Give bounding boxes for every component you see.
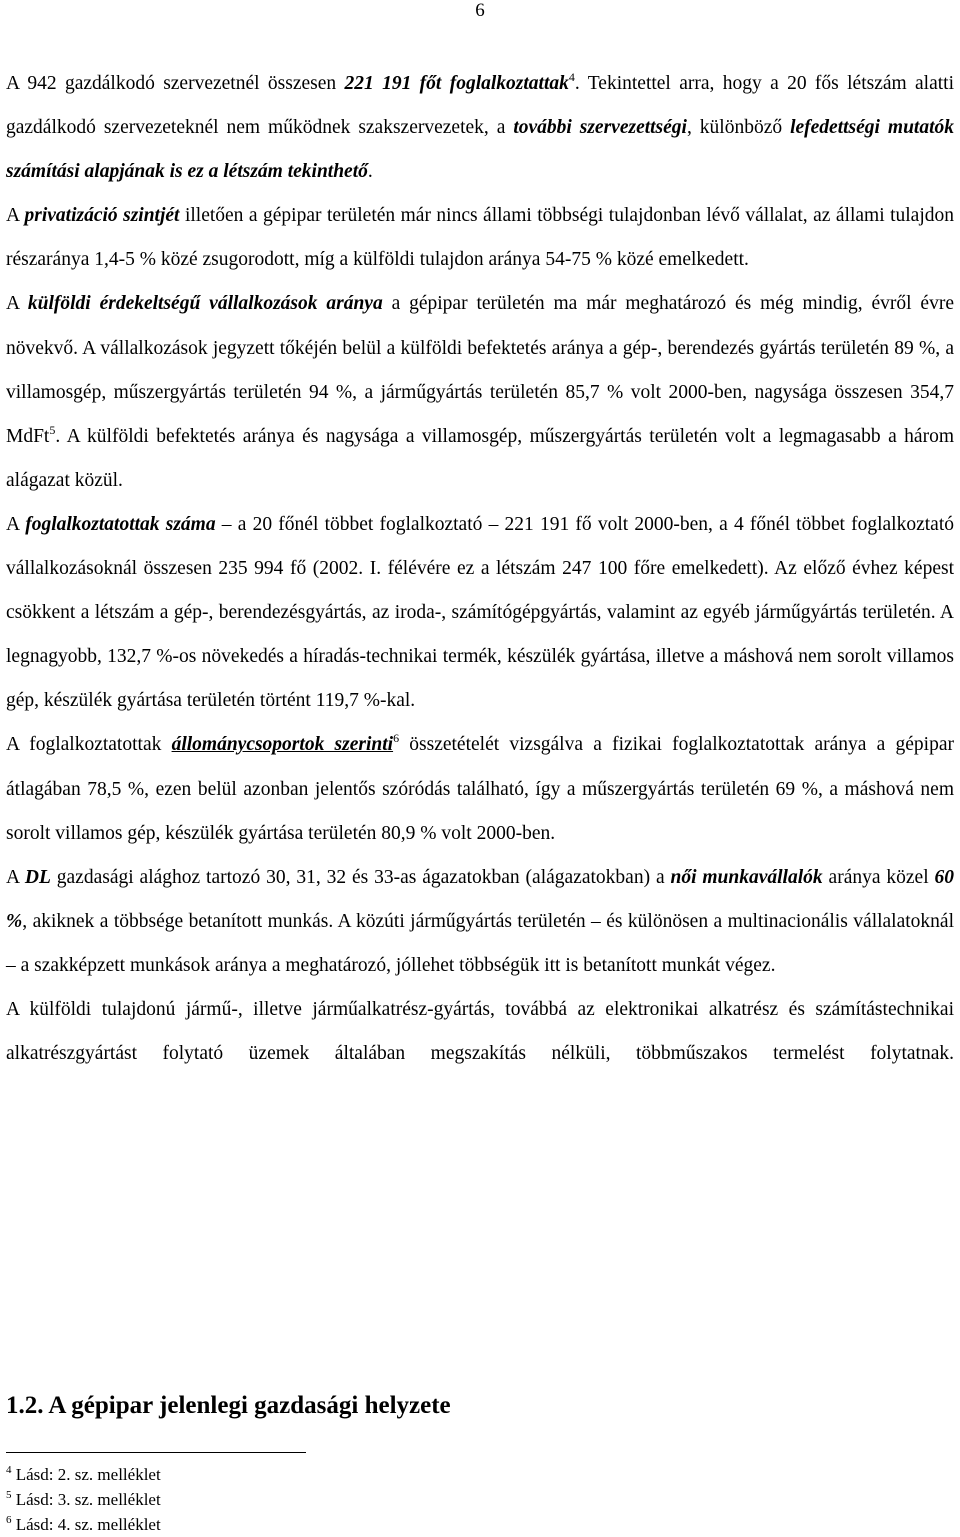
page-number: 6 [475, 0, 485, 21]
footnote-text: Lásd: 2. sz. melléklet [11, 1465, 161, 1484]
footnote [6, 1462, 161, 1487]
footnote [6, 1512, 161, 1537]
p6-text-g: , akiknek a többsége betanított munkás. A közúti járműgyártás területén – és különösen a multinacionális vállalatoknál – a szakképzett munkások aránya a meghatározó, jóllehet többségük itt is betanított munkát végez. [6, 910, 954, 976]
p4-text-a: A [6, 513, 26, 535]
footnote-text: Lásd: 3. sz. melléklet [11, 1490, 161, 1509]
body-text [6, 62, 954, 1076]
p3-emphasis-foreign-share: külföldi érdekeltségű vállalkozások aránya [27, 293, 383, 315]
p5-text-a: A foglalkoztatottak [6, 734, 172, 756]
p2-text-c: illetően a gépipar területén már nincs állami többségi tulajdonban lévő vállalat, az állami tulajdon részaránya 1,4-5 % közé zsugorodott, míg a külföldi tulajdon aránya 54-75 % közé emelkedett. [6, 205, 954, 271]
footnote-text: Lásd: 4. sz. melléklet [11, 1515, 161, 1534]
p6-emphasis-percent: 60 % [6, 866, 954, 932]
p1-text-c: . Tekintettel arra, hogy a 20 fős létszám alatti gazdálkodó szervezeteknél nem működnek szakszervezetek, a [6, 73, 955, 139]
p6-text-a: A [6, 866, 25, 888]
p1-emphasis-coverage: lefedettségi mutatók számítási alapjának is ez a létszám tekinthető [6, 117, 954, 183]
p3-text-a: A [6, 293, 28, 315]
paragraph-4 [6, 503, 954, 723]
p6-emphasis-female-workers: női munkavállalók [670, 866, 823, 888]
p1-text-e: , különböző [686, 117, 791, 139]
footnote-ref-5: 5 [49, 422, 56, 437]
p4-text-c: – a 20 főnél többet foglalkoztató – 221 191 fő volt 2000-ben, a 4 főnél többet foglalkoztató vállalkozásoknál összesen 235 994 fő (2002. I. félévére ez a létszám 247 100 főre emelkedett). Az előző évhez képest csökkent a létszám a gép-, berendezésgyártás, az iroda-, számítógépgyártás, valamint az egyéb járműgyártás területén. A legnagyobb, 132,7 %-os növekedés a híradás-technikai termék, készülék gyártása, illetve a máshová nem sorolt villamos gép, készülék gyártása területén történt 119,7 %-kal. [6, 513, 955, 712]
footnote-divider [6, 1452, 306, 1453]
paragraph-7: A külföldi tulajdonú jármű-, illetve járműalkatrész-gyártás, továbbá az elektronikai alkatrész és számítástechnikai alkatrészgyártást folytató üzemek általában megszakítás nélküli, többműszakos termelést folytatnak. [6, 998, 954, 1065]
p6-text-c: gazdasági alághoz tartozó 30, 31, 32 és 33-as ágazatokban (alágazatokban) a [50, 866, 671, 888]
footnotes [6, 1462, 161, 1537]
footnote-number: 5 [6, 1489, 12, 1501]
p3-text-c: a gépipar területén ma már meghatározó és még mindig, évről évre növekvő. A vállalkozások jegyzett tőkéjén belül a külföldi befektetés aránya a gép-, berendezés gyártás területén 89 %, a villamosgép, műszergyártás területén 94 %, a járműgyártás területén 85,7 % volt 2000-ben, nagysága összesen 354,7 MdFt [6, 293, 954, 447]
footnote-ref-6: 6 [393, 731, 400, 746]
p6-text-e: aránya közel [822, 866, 935, 888]
p1-text-g: . [367, 161, 373, 183]
p3-text-d: . A külföldi befektetés aránya és nagysága a villamosgép, műszergyártás területén volt a legmagasabb a három alágazat közül. [6, 425, 954, 491]
paragraph-1 [6, 62, 954, 194]
p6-emphasis-dl: DL [24, 866, 51, 888]
p1-text-a: A 942 gazdálkodó szervezetnél összesen [6, 73, 345, 94]
paragraph-5 [6, 723, 954, 855]
p5-text-c: összetételét vizsgálva a fizikai foglalkoztatottak aránya a gépipar átlagában 78,5 %, ezen belül azonban jelentős szóródás található, így a műszergyártás területén 69 %, a máshová nem sorolt villamos gép, készülék gyártása területén 80,9 % volt 2000-ben. [6, 734, 954, 844]
paragraph-3 [6, 282, 954, 502]
paragraph-6 [6, 856, 954, 988]
paragraph-2 [6, 194, 954, 282]
footnote-ref-4: 4 [568, 70, 575, 84]
p4-emphasis-employees: foglalkoztatottak száma [25, 513, 216, 535]
p2-emphasis-privatization: privatizáció szintjét [24, 205, 180, 227]
footnote-number: 6 [6, 1514, 12, 1526]
p1-emphasis-headcount: 221 191 főt foglalkoztattak [344, 73, 569, 94]
p5-emphasis-staff-groups: állománycsoportok szerinti [171, 734, 394, 756]
footnote-number: 4 [6, 1464, 12, 1476]
p2-text-a: A [6, 205, 25, 227]
footnote [6, 1487, 161, 1512]
section-heading: 1.2. A gépipar jelenlegi gazdasági helyzete [6, 1392, 451, 1419]
p1-emphasis-organization: további szervezettségi [513, 117, 687, 139]
